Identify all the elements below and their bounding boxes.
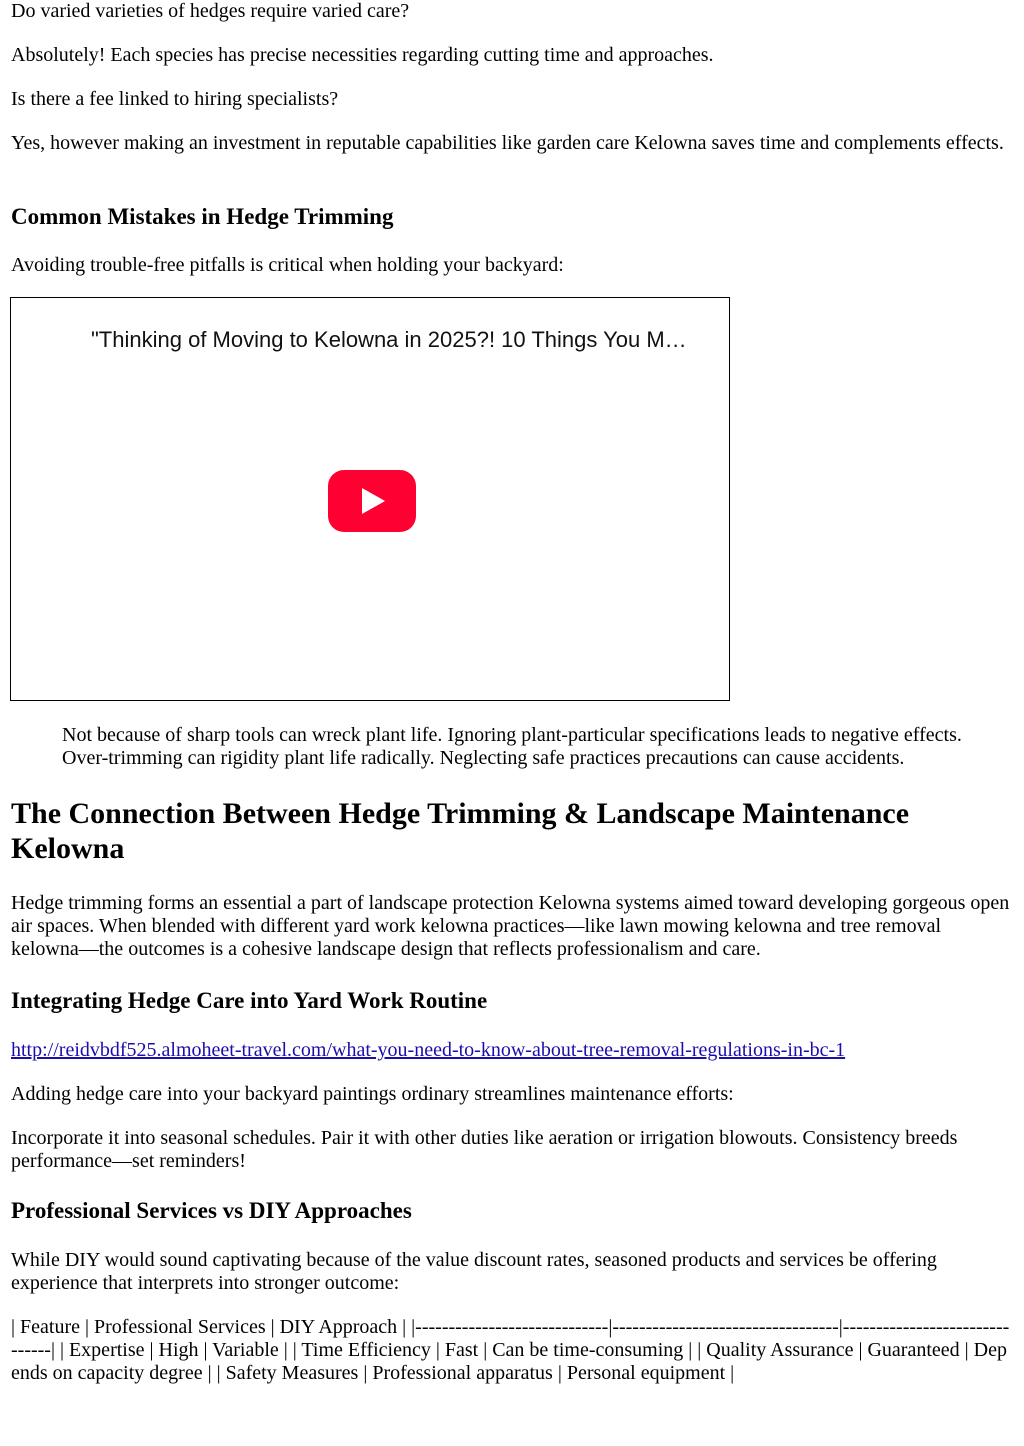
integrating-body: Incorporate it into seasonal schedules. Pair it with other duties like aeration or irrigation blowouts. Consistency breeds performance—set reminders! (11, 1127, 958, 1172)
play-button[interactable] (328, 470, 416, 532)
connection-body: Hedge trimming forms an essential a part of landscape protection Kelowna systems aimed toward developing gorgeous open air spaces. When blended with different yard work kelowna practices—like lawn mowing kelowna and tree removal kelowna—the outcomes is a cohesive landscape design that reflects professionalism and care. (11, 892, 1010, 960)
tree-removal-link[interactable]: http://reidvbdf525.almoheet-travel.com/what-you-need-to-know-about-tree-removal-regulations-in-bc-1 (11, 1039, 846, 1061)
video-title[interactable]: "Thinking of Moving to Kelowna in 2025?! 10 Things You M… (91, 327, 687, 352)
mistakes-heading: Common Mistakes in Hedge Trimming (11, 204, 394, 229)
comparison-table-text: | Feature | Professional Services | DIY Approach | |-----------------------------|----------------------------------|-------------------------------| | Expertise | High | Variable | | Time Efficiency | Fast | Can be time-consuming | | Quality Assurance | Guaranteed | Depends on capacity degree | | Safety Measures | Professional apparatus | Personal equipment | (11, 1316, 1010, 1384)
integrating-intro: Adding hedge care into your backyard paintings ordinary streamlines maintenance efforts: (11, 1083, 734, 1105)
connection-heading: The Connection Between Hedge Trimming & Landscape Maintenance Kelowna (11, 797, 910, 865)
faq-question-2: Is there a fee linked to hiring specialists? (11, 88, 339, 110)
integrating-link-paragraph (11, 1039, 1013, 1062)
faq-answer-2: Yes, however making an investment in reputable capabilities like garden care Kelowna saves time and complements effects. (11, 132, 1004, 154)
play-icon (362, 488, 385, 514)
mistakes-list: Not because of sharp tools can wreck plant life. Ignoring plant-particular specifications leads to negative effects. Over-trimming can rigidity plant life radically. Neglecting safe practices precautions can cause accidents. (62, 724, 962, 769)
faq-question-1: Do varied varieties of hedges require varied care? (11, 0, 410, 22)
faq-answer-1: Absolutely! Each species has precise necessities regarding cutting time and approaches. (11, 44, 714, 66)
video-embed[interactable] (10, 297, 730, 701)
integrating-heading: Integrating Hedge Care into Yard Work Routine (11, 988, 488, 1013)
mistakes-intro: Avoiding trouble-free pitfalls is critical when holding your backyard: (11, 254, 564, 276)
professional-heading: Professional Services vs DIY Approaches (11, 1198, 412, 1223)
professional-intro: While DIY would sound captivating because of the value discount rates, seasoned products and services be offering experience that interprets into stronger outcome: (11, 1249, 937, 1294)
